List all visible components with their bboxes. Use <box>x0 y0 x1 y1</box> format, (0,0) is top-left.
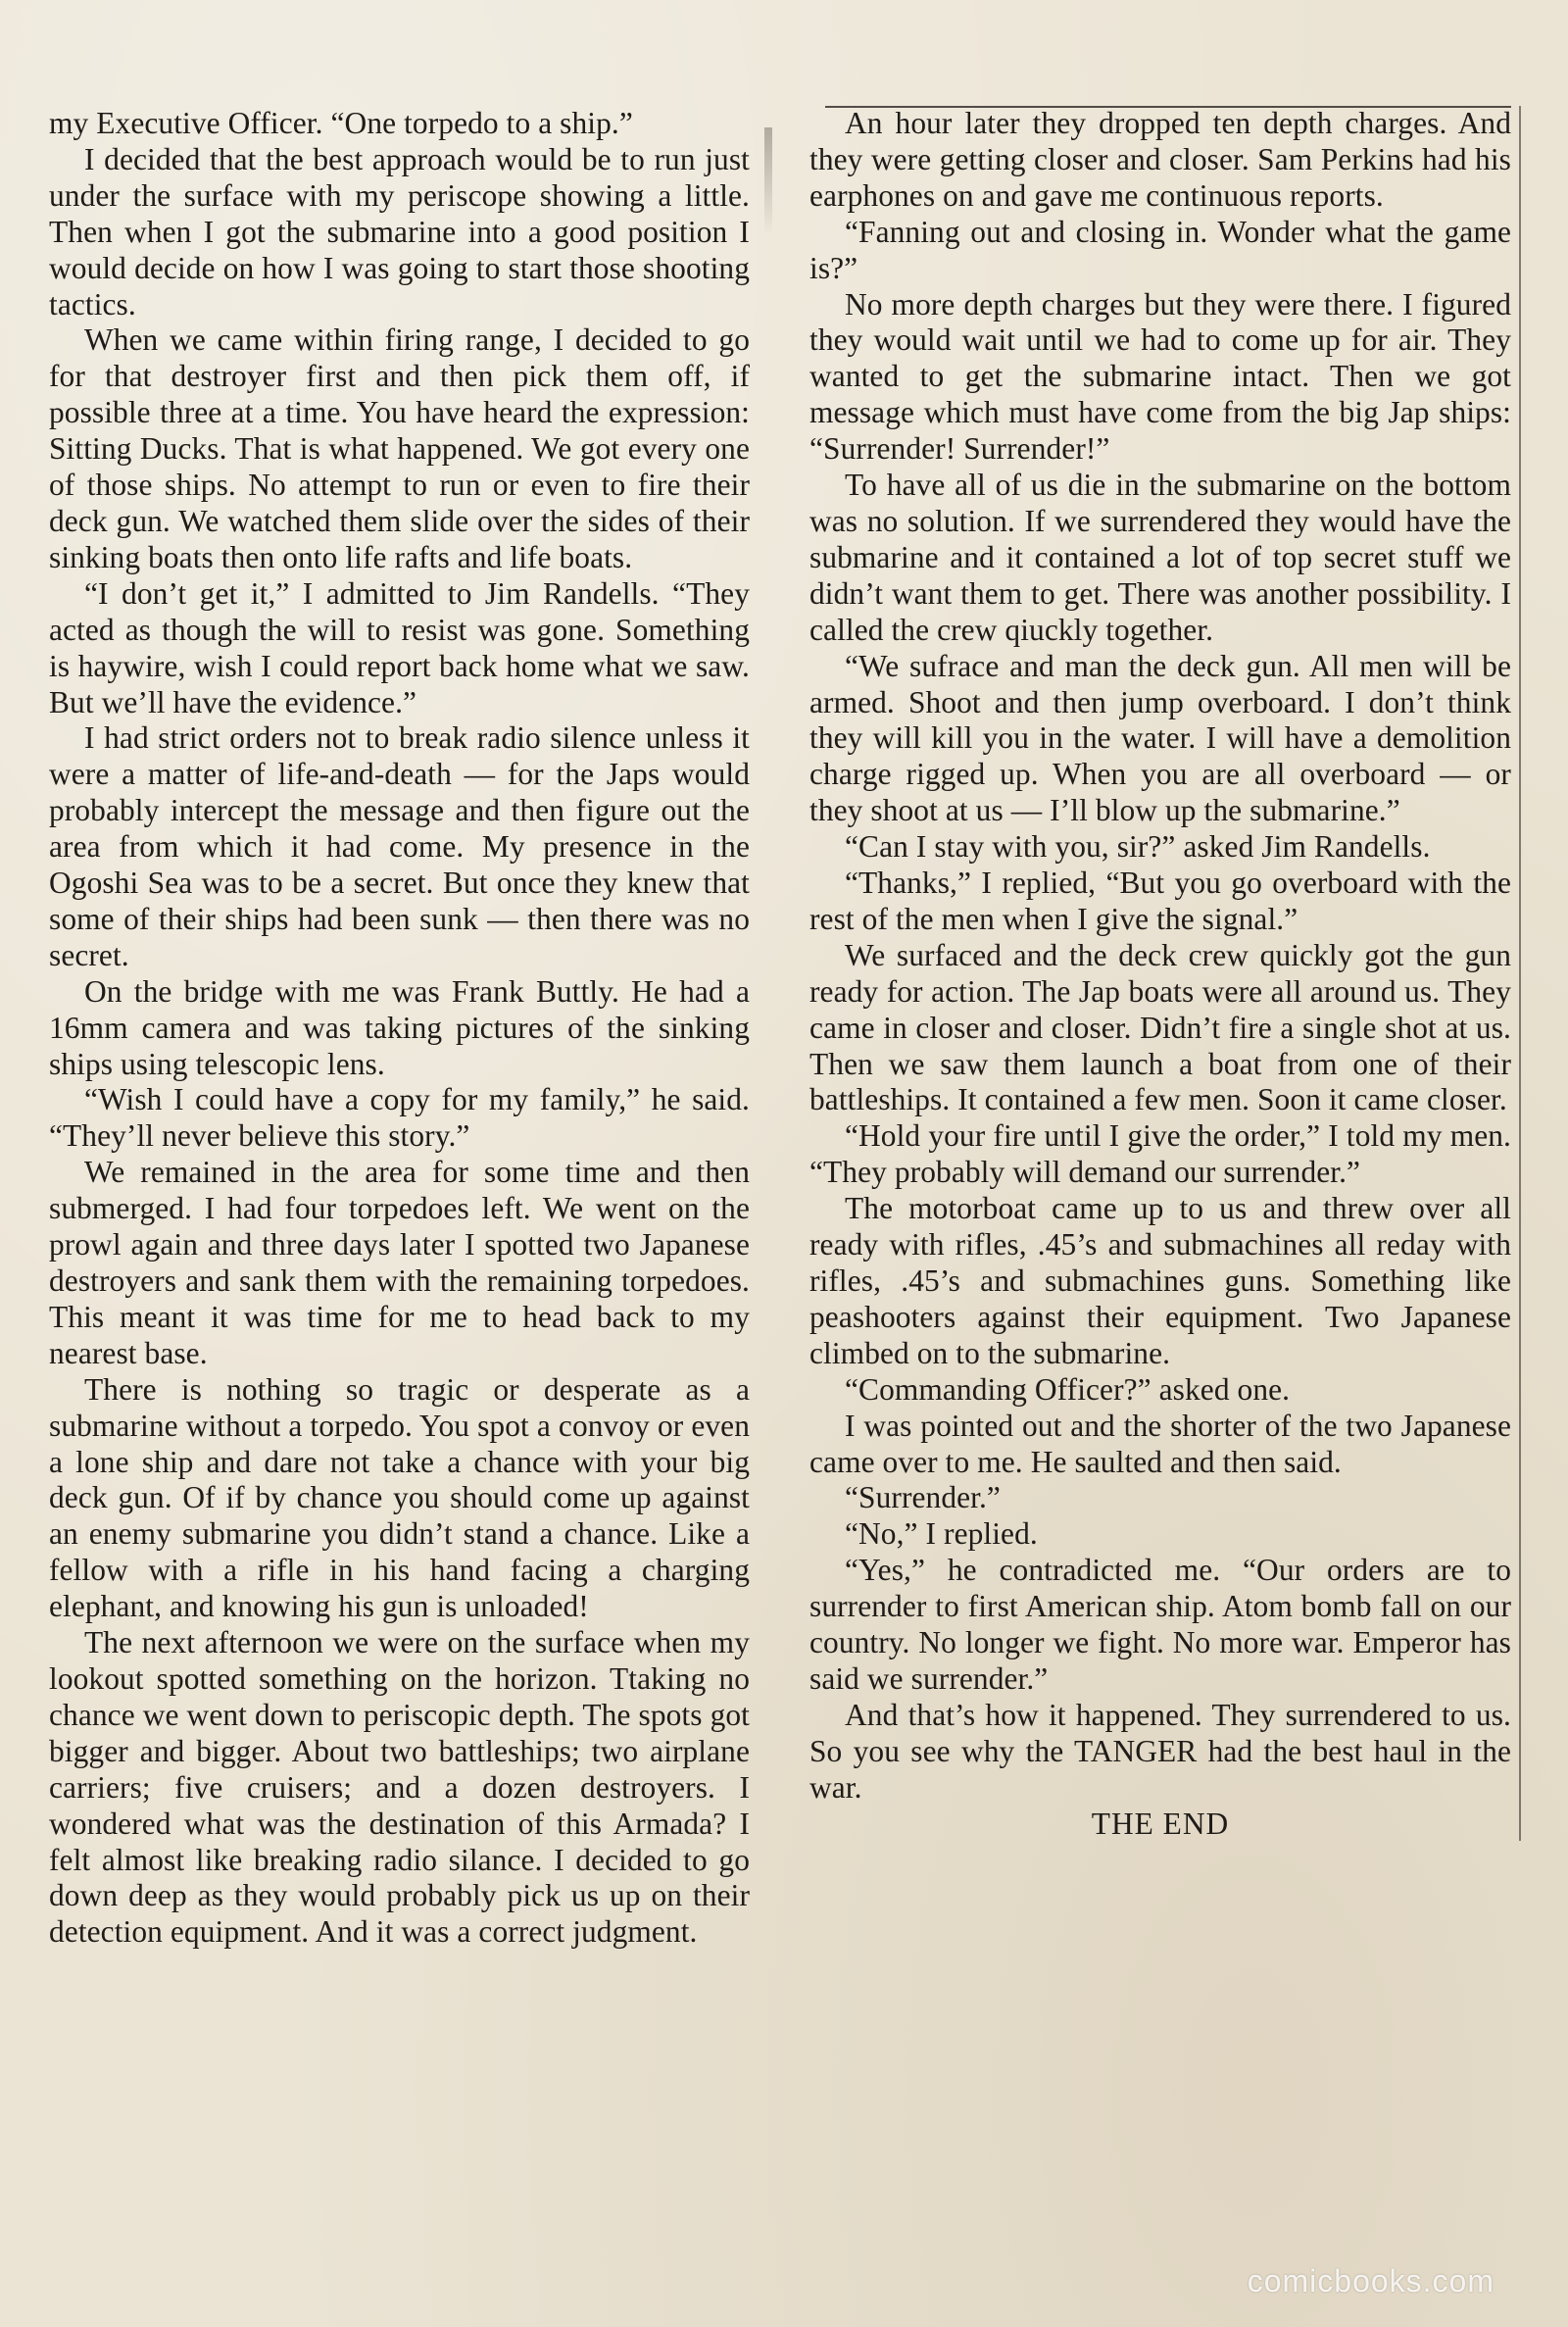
paragraph: “Hold your fire until I give the order,” I told my men. “They probably will demand our surrender.” <box>809 1118 1511 1190</box>
paragraph: “Commanding Officer?” asked one. <box>845 1371 1291 1407</box>
paragraph: There is nothing so tragic or desperate as a submarine without a torpedo. You spot a convoy or even a lone ship and dare not take a chance with your big deck gun. Of if by chance you should come up against an enemy submarine you didn’t stand a chance. Like a fellow with a rifle in his hand facing a charging elephant, and knowing his gun is unloaded! <box>49 1371 750 1624</box>
paragraph: The next afternoon we were on the surface when my lookout spotted something on the horizon. Ttaking no chance we went down to periscopic depth. The spots got bigger and bigger. About two battleships; two airplane carriers; five cruisers; and a dozen destroyers. I wondered what was the destination of this Armada? I felt almost like breaking radio silance. I decided to go down deep as they would probably pick us up on their detection equipment. And it was a correct judgment. <box>49 1625 750 1950</box>
paragraph: “Can I stay with you, sir?” asked Jim Randells. <box>845 829 1431 865</box>
paragraph: my Executive Officer. “One torpedo to a ship.” <box>49 106 633 140</box>
paragraph: “I don’t get it,” I admitted to Jim Randells. “They acted as though the will to resist was gone. Something is haywire, wish I could report back home what we saw. But we’ll have the evidence.” <box>49 575 750 719</box>
paragraph: An hour later they dropped ten depth charges. And they were getting closer and closer. Sam Perkins had his earphones on and gave me continuous reports. <box>809 106 1511 213</box>
paragraph: I decided that the best approach would be to run just under the surface with my periscope showing a little. Then when I got the submarine into a good position I would decide on how I was going to start those shooting tactics. <box>49 141 750 322</box>
paragraph: No more depth charges but they were there. I figured they would wait until we had to come up for air. They wanted to get the submarine intact. Then we got message which must have come from the big Jap ships: “Surrender! Surrender!” <box>809 286 1511 467</box>
paragraph: “Yes,” he contradicted me. “Our orders are to surrender to first American ship. Atom bomb fall on our country. No longer we fight. No more war. Emperor has said we surrender.” <box>809 1553 1511 1696</box>
paragraph: When we came within firing range, I decided to go for that destroyer first and then pick them off, if possible three at a time. You have heard the expression: Sitting Ducks. That is what happened. We got every one of those ships. No attempt to run or even to fire their deck gun. We watched them slide over the sides of their sinking boats then onto life rafts and life boats. <box>49 322 750 574</box>
paragraph: The motorboat came up to us and threw over all ready with rifles, .45’s and submachines all reday with rifles, .45’s and submachines guns. Something like peashooters against their equipment. Two Japanese climbed on to the submarine. <box>809 1191 1511 1370</box>
paragraph: “Fanning out and closing in. Wonder what the game is?” <box>809 214 1511 285</box>
watermark: comicbooks.com <box>1247 2263 1494 2299</box>
the-end-label: THE END <box>1091 1806 1230 1841</box>
paragraph: To have all of us die in the submarine on the bottom was no solution. If we surrendered they would have the submarine and it contained a lot of top secret stuff we didn’t want them to get. There was another possibility. I called the crew qiuckly together. <box>809 468 1511 647</box>
paragraph: And that’s how it happened. They surrendered to us. So you see why the TANGER had the best haul in the war. <box>809 1697 1511 1805</box>
gutter-smudge <box>764 127 772 235</box>
paragraph: “We sufrace and man the deck gun. All men will be armed. Shoot and then jump overboard. I don’t think they will kill you in the water. I will have a demolition charge rigged up. When you are all overboard — or they shoot at us — I’ll blow up the submarine.” <box>809 648 1511 828</box>
paragraph: On the bridge with me was Frank Buttly. He had a 16mm camera and was taking pictures of the sinking ships using telescopic lens. <box>49 973 750 1081</box>
paragraph: “No,” I replied. <box>845 1516 1038 1552</box>
paragraph: “Wish I could have a copy for my family,” he said. “They’ll never believe this story.” <box>49 1082 750 1154</box>
paragraph: We remained in the area for some time and then submerged. I had four torpedoes left. We went on the prowl again and three days later I spotted two Japanese destroyers and sank them with the remaining torpedoes. This meant it was time for me to head back to my nearest base. <box>49 1155 750 1370</box>
paragraph: We surfaced and the deck crew quickly got the gun ready for action. The Jap boats were all around us. They came in closer and closer. Didn’t fire a single shot at us. Then we saw them launch a boat from one of their battleships. It contained a few men. Soon it came closer. <box>809 937 1511 1117</box>
right-text-column <box>809 106 1511 1843</box>
paragraph: I was pointed out and the shorter of the two Japanese came over to me. He saulted and then said. <box>809 1408 1511 1479</box>
paragraph: “Thanks,” I replied, “But you go overboard with the rest of the men when I give the signal.” <box>809 866 1511 936</box>
left-text-column <box>49 106 750 1951</box>
frame-right-rule <box>1519 106 1521 1841</box>
paragraph: “Surrender.” <box>845 1480 1001 1515</box>
paragraph: I had strict orders not to break radio silence unless it were a matter of life-and-death — for the Japs would probably intercept the message and then figure out the area from which it had come. My presence in the Ogoshi Sea was to be a secret. But once they knew that some of their ships had been sunk — then there was no secret. <box>49 720 750 972</box>
